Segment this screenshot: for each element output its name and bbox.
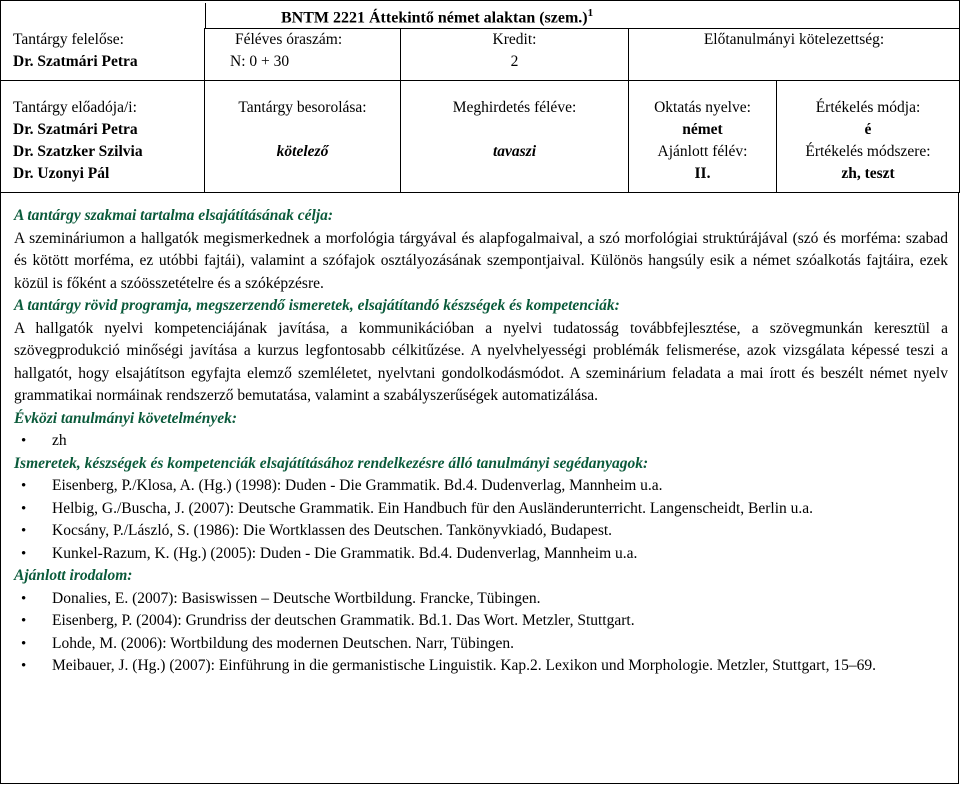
literature-heading: Ajánlott irodalom: xyxy=(14,567,133,584)
bullet-icon: • xyxy=(21,523,27,539)
semester-cell xyxy=(401,81,629,193)
assessment-label: Értékelés módja: xyxy=(815,99,921,117)
program-text: A hallgatók nyelvi kompetenciájának javítása, a kommunikációban a nyelvi tudatosság továbbfejlesztése, a szövegmunkán keresztül a szövegprodukció minőségi javítása a kurzus legfontosabb célkitűzése. A nyelvhelyességi problémák felismerése, azok vizsgálata képessé teszi a hallgatót, hogy elsajátítson egyfajta elemző szemléletet, nyelvtani gondolkodásmódot. A szeminárium feladata a mai írott és beszélt német nyelv grammatikai normáinak rendszerző bemutatása, valamint a szabályszerűségek automatizálása. xyxy=(14,319,948,404)
list-item: • Eisenberg, P. (2004): Grundriss der deutschen Grammatik. Bd.1. Das Wort. Metzler, Stuttgart. xyxy=(14,610,948,633)
semester-label: Meghirdetés féléve: xyxy=(452,99,577,117)
lecturer-2: Dr. Szatzker Szilvia xyxy=(13,143,143,161)
lecturers-cell xyxy=(1,81,205,193)
list-item: • Meibauer, J. (Hg.) (2007): Einführung in die germanistische Linguistik. Kap.2. Lexikon und Morphologie. Metzler, Stuttgart, 15–69. xyxy=(14,655,948,678)
responsible-cell xyxy=(1,29,205,81)
responsible-label: Tantárgy felelőse: xyxy=(13,30,124,48)
goal-text: A szemináriumon a hallgatók megismerkednek a morfológia tárgyával és alapfogalmaival, a szó morfológiai struktúrájával (szó és morféma: szabad és kötött morféma, ez utóbbi fajtái), valamint a szófajok osztályozásának szempontjaival. Különös hangsúly esik a német szóalkotás fajtáira, ezek közül is főként a szóösszetételre és a szóképzésre. xyxy=(14,229,948,292)
goal-heading: A tantárgy szakmai tartalma elsajátításának célja: xyxy=(14,207,334,224)
requirements-list xyxy=(14,430,948,453)
bullet-icon: • xyxy=(21,433,27,449)
list-item: • Kocsány, P./László, S. (1986): Die Wortklassen des Deutschen. Tankönyvkiadó, Budapest. xyxy=(14,520,948,543)
responsible-name: Dr. Szatmári Petra xyxy=(13,52,138,70)
assessment-cell xyxy=(777,81,960,193)
course-info-table xyxy=(0,0,960,193)
assessment-method-label: Értékelés módszere: xyxy=(805,143,931,161)
credit-value: 2 xyxy=(510,53,519,71)
classification-value: kötelező xyxy=(276,143,329,161)
bullet-icon: • xyxy=(21,613,27,629)
literature-list xyxy=(14,588,948,678)
bullet-icon: • xyxy=(21,590,27,607)
language-value: német xyxy=(682,121,723,139)
bullet-icon: • xyxy=(21,500,27,517)
lecturer-1: Dr. Szatmári Petra xyxy=(13,121,138,139)
credit-label: Kredit: xyxy=(492,31,537,49)
header-row xyxy=(1,29,960,81)
course-title: BNTM 2221 Áttekintő német alaktan (szem.)$^1$ xyxy=(281,7,594,27)
program-heading: A tantárgy rövid programja, megszerzendő ismeretek, elsajátítandó készségek és kompetenciák: xyxy=(14,297,620,314)
materials-heading: Ismeretek, készségek és kompetenciák elsajátításához rendelkezésre álló tanulmányi segédanyagok: xyxy=(14,454,649,472)
semester-value: tavaszi xyxy=(492,143,537,161)
bullet-icon: • xyxy=(21,478,27,494)
hours-label: Féléves óraszám: xyxy=(235,31,343,49)
list-item: • Helbig, G./Buscha, J. (2007): Deutsche Grammatik. Ein Handbuch für den Ausländerunterricht. Langenscheidt, Berlin u.a. xyxy=(14,498,948,521)
language-cell xyxy=(629,81,777,193)
list-item: • Kunkel-Razum, K. (Hg.) (2005): Duden - Die Grammatik. Bd.4. Dudenverlag, Mannheim u.a. xyxy=(14,543,948,566)
list-item: • Donalies, E. (2007): Basiswissen – Deutsche Wortbildung. Francke, Tübingen. xyxy=(14,588,948,611)
requirements-heading: Évközi tanulmányi követelmények: xyxy=(14,409,238,427)
recommended-label: Ajánlott félév: xyxy=(657,143,748,161)
details-row xyxy=(1,81,960,193)
list-item: • Eisenberg, P./Klosa, A. (Hg.) (1998): Duden - Die Grammatik. Bd.4. Dudenverlag, Mannheim u.a. xyxy=(14,475,948,498)
hours-value: N: 0 + 30 xyxy=(230,53,290,71)
classification-label: Tantárgy besorolása: xyxy=(238,99,367,117)
bullet-icon: • xyxy=(21,635,27,652)
course-description xyxy=(14,205,948,678)
prereq-label: Előtanulmányi kötelezettség: xyxy=(703,31,885,49)
hours-cell xyxy=(205,29,401,81)
list-item: • zh xyxy=(14,430,948,453)
lecturer-3: Dr. Uzonyi Pál xyxy=(13,165,110,183)
materials-list xyxy=(14,475,948,565)
language-label: Oktatás nyelve: xyxy=(654,99,751,117)
bullet-icon: • xyxy=(21,658,27,674)
lecturers-label: Tantárgy előadója/i: xyxy=(13,99,137,117)
title-row xyxy=(1,1,960,29)
assessment-method-value: zh, teszt xyxy=(841,165,895,183)
credit-cell xyxy=(401,29,629,81)
prereq-cell xyxy=(629,29,960,81)
recommended-value: II. xyxy=(694,165,711,183)
classification-cell xyxy=(205,81,401,193)
list-item: • Lohde, M. (2006): Wortbildung des modernen Deutschen. Narr, Tübingen. xyxy=(14,633,948,656)
assessment-value: é xyxy=(864,121,872,139)
bullet-icon: • xyxy=(21,545,27,562)
